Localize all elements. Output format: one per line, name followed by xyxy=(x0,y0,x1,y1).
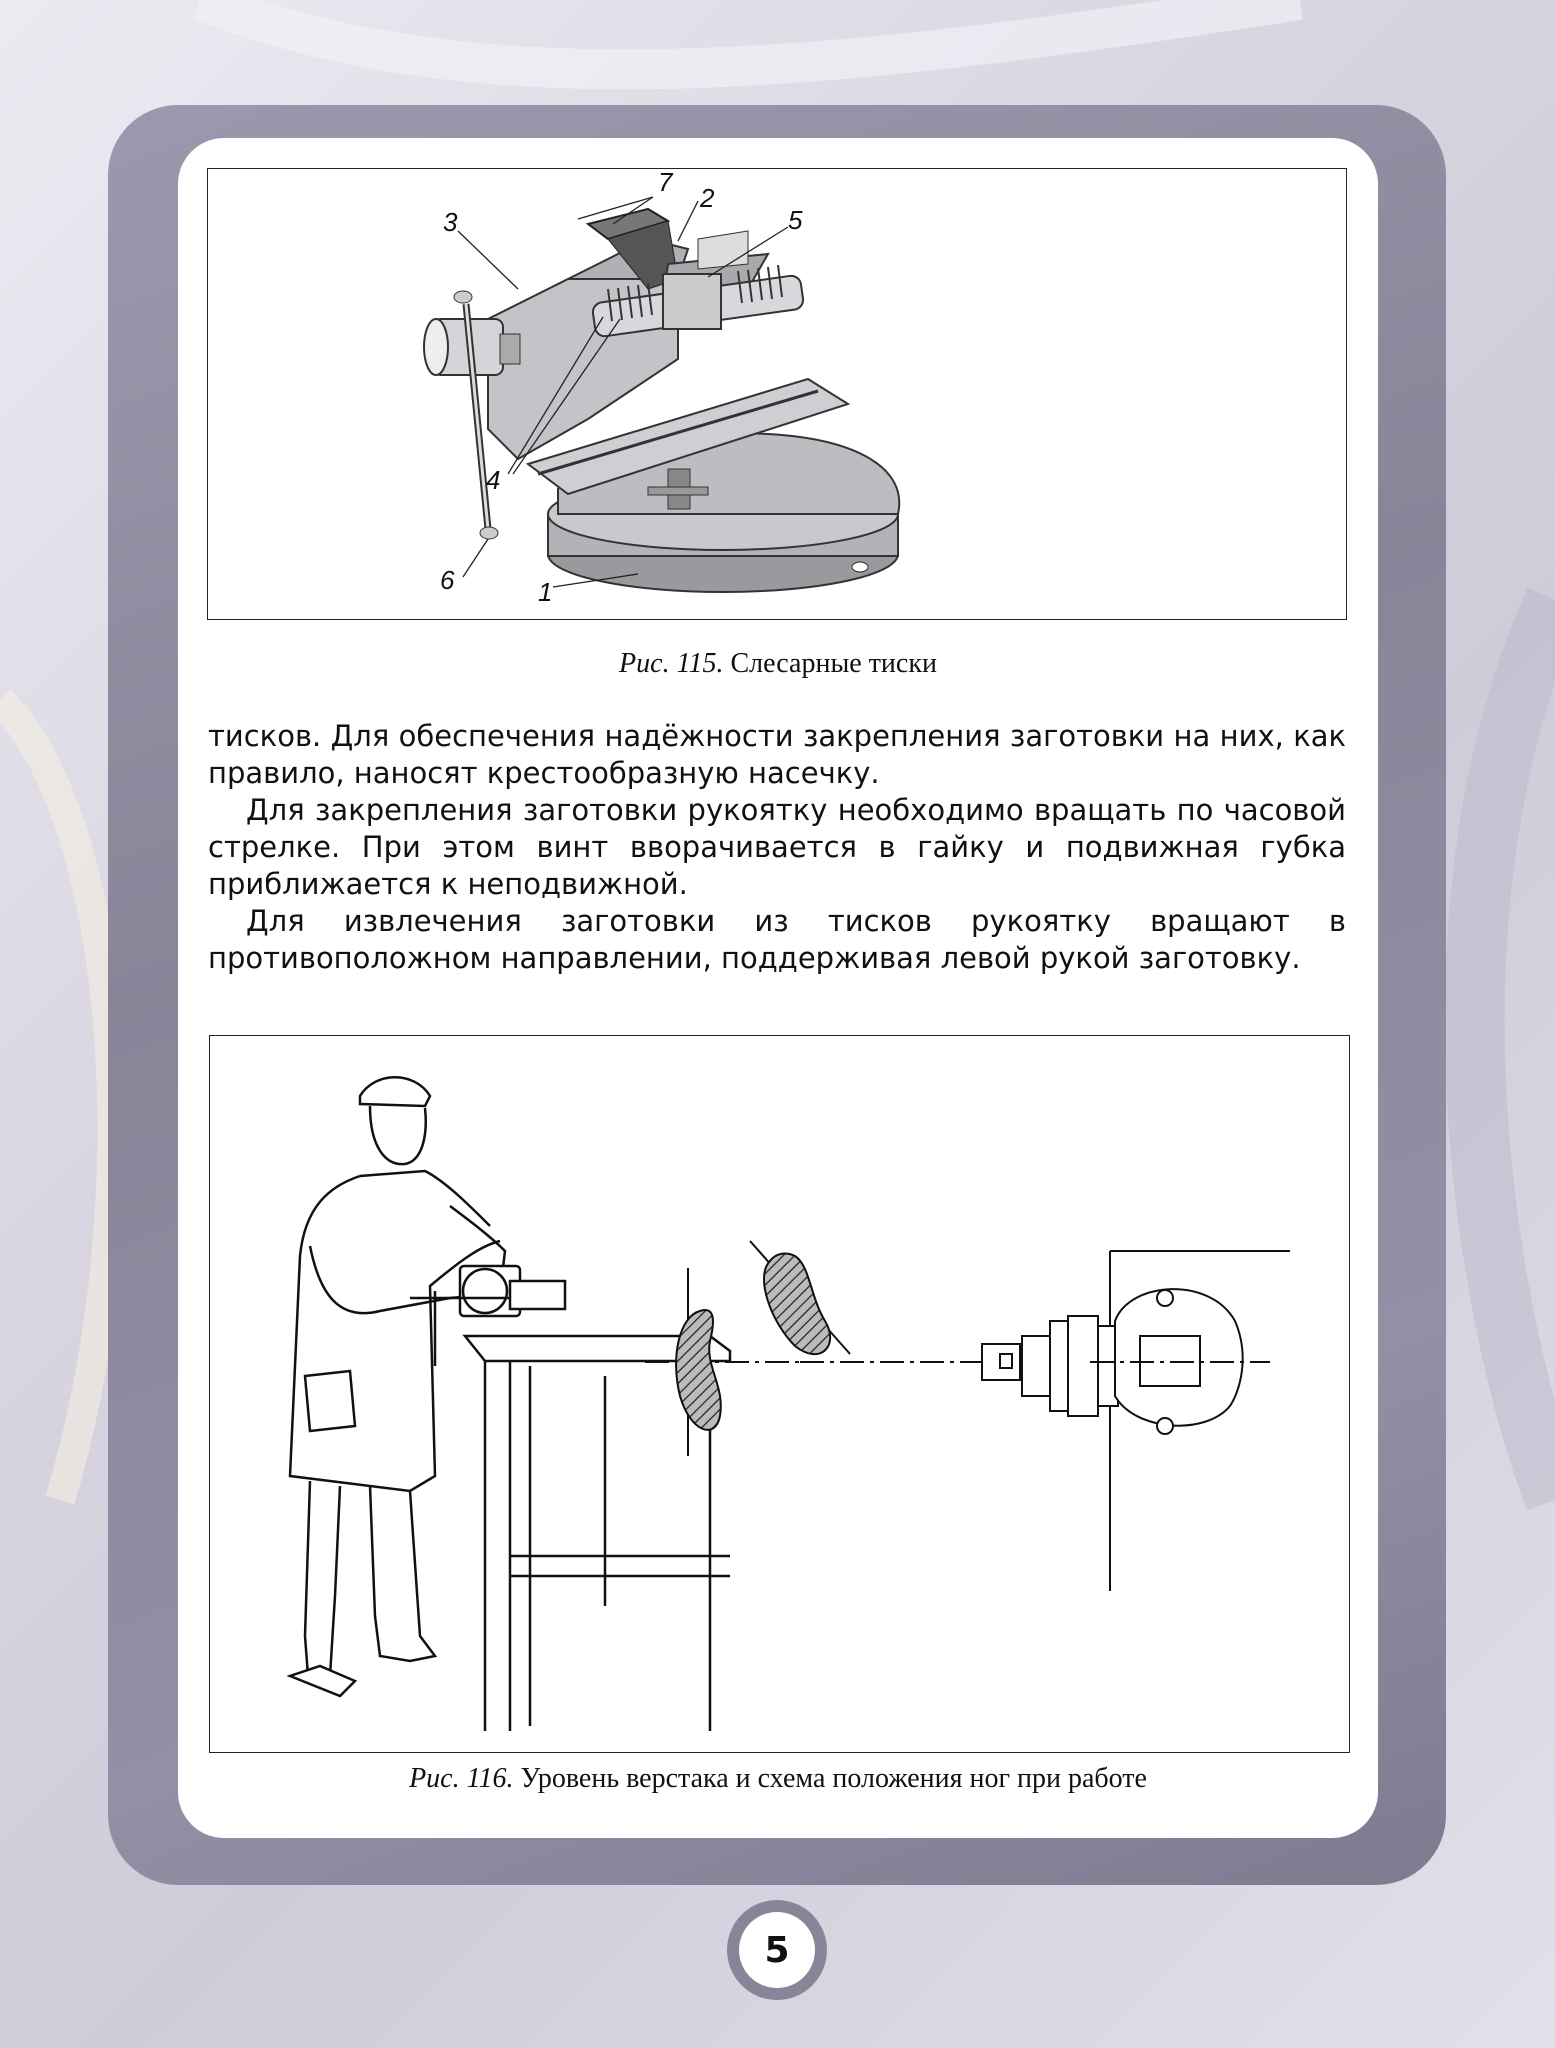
workbench-illustration xyxy=(210,1036,1349,1752)
caption-text: Слесарные тиски xyxy=(730,648,937,679)
label-4: 4 xyxy=(486,465,501,495)
paragraph-3: Для извлечения заготовки из тисков рукоятку вращают в противоположном направлении, поддерживая левой рукой заготовку. xyxy=(208,904,1346,975)
vise-illustration xyxy=(208,169,1346,619)
body-text xyxy=(208,718,1346,977)
label-2: 2 xyxy=(700,183,715,213)
page-number: 5 xyxy=(739,1912,815,1988)
label-6: 6 xyxy=(440,565,455,595)
caption-text: Уровень верстака и схема положения ног при работе xyxy=(520,1763,1147,1794)
caption-number: Рис. 115. xyxy=(619,648,724,679)
paragraph-1: тисков. Для обеспечения надёжности закрепления заготовки на них, как правило, наносят крестообразную насечку. xyxy=(208,719,1346,790)
label-7: 7 xyxy=(658,169,673,197)
figure-workbench xyxy=(209,1035,1350,1753)
figure-115-caption xyxy=(178,648,1378,680)
label-3: 3 xyxy=(443,207,458,237)
caption-number: Рис. 116. xyxy=(409,1763,514,1794)
paragraph-2: Для закрепления заготовки рукоятку необходимо вращать по часовой стрелке. При этом винт вворачивается в гайку и подвижная губка приближается к неподвижной. xyxy=(208,793,1346,901)
figure-vise xyxy=(207,168,1347,620)
label-1: 1 xyxy=(538,577,553,607)
label-5: 5 xyxy=(788,205,803,235)
figure-116-caption xyxy=(178,1763,1378,1795)
page-number-badge xyxy=(727,1900,827,2000)
